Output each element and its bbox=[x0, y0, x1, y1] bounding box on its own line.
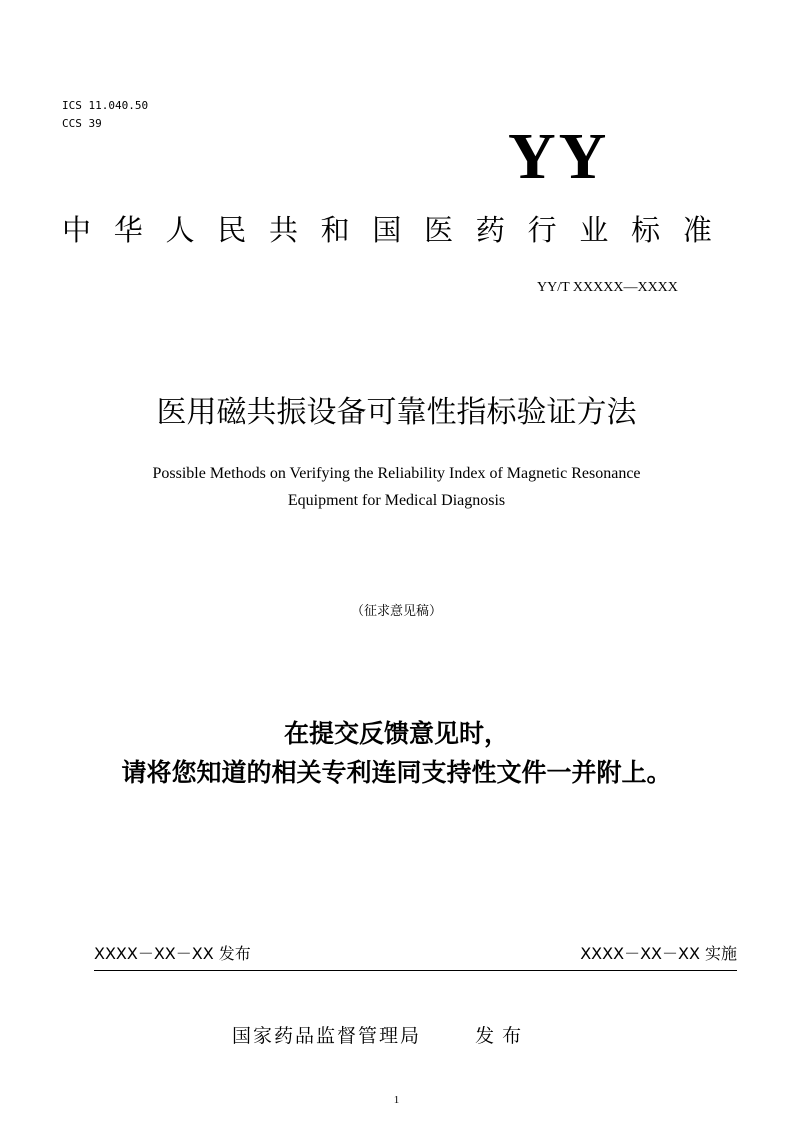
title-char: 准 bbox=[682, 213, 712, 247]
english-title-line-1: Possible Methods on Verifying the Reliability Index of Magnetic Resonance bbox=[152, 465, 641, 482]
title-char: 中 bbox=[62, 213, 92, 247]
title-char: 医 bbox=[424, 213, 454, 247]
implement-date: XXXX－XX－XX 实施 bbox=[580, 944, 737, 963]
title-char: 华 bbox=[113, 213, 143, 247]
patent-notice bbox=[0, 714, 793, 792]
title-char: 药 bbox=[475, 213, 505, 247]
notice-line-2: 请将您知道的相关专利连同支持性文件一并附上。 bbox=[121, 758, 672, 787]
issuer-block bbox=[232, 1021, 529, 1048]
title-char: 共 bbox=[268, 213, 298, 247]
title-char: 行 bbox=[527, 213, 557, 247]
draft-label: （征求意见稿） bbox=[350, 603, 442, 618]
title-char: 业 bbox=[579, 213, 609, 247]
title-char: 人 bbox=[165, 213, 195, 247]
divider-line bbox=[94, 970, 737, 971]
standard-category-title bbox=[62, 210, 712, 250]
ics-code: ICS 11.040.50 bbox=[62, 99, 149, 112]
title-char: 和 bbox=[320, 213, 350, 247]
title-char: 民 bbox=[217, 213, 247, 247]
issuing-authority: 国家药品监督管理局 bbox=[232, 1025, 422, 1047]
yy-logo: YY bbox=[508, 120, 610, 193]
title-char: 国 bbox=[372, 213, 402, 247]
page-number: 1 bbox=[393, 1094, 400, 1106]
notice-line-1: 在提交反馈意见时， bbox=[283, 719, 509, 748]
english-title-line-2: Equipment for Medical Diagnosis bbox=[287, 492, 506, 509]
title-char: 标 bbox=[631, 213, 661, 247]
issue-label: 发布 bbox=[475, 1025, 530, 1047]
classification-codes bbox=[62, 97, 148, 133]
standard-code: YY/T XXXXX—XXXX bbox=[537, 280, 678, 295]
ccs-code: CCS 39 bbox=[62, 117, 102, 130]
document-title-english bbox=[0, 460, 793, 514]
publish-date: XXXX－XX－XX 发布 bbox=[94, 944, 251, 963]
document-title-chinese: 医用磁共振设备可靠性指标验证方法 bbox=[156, 395, 637, 430]
